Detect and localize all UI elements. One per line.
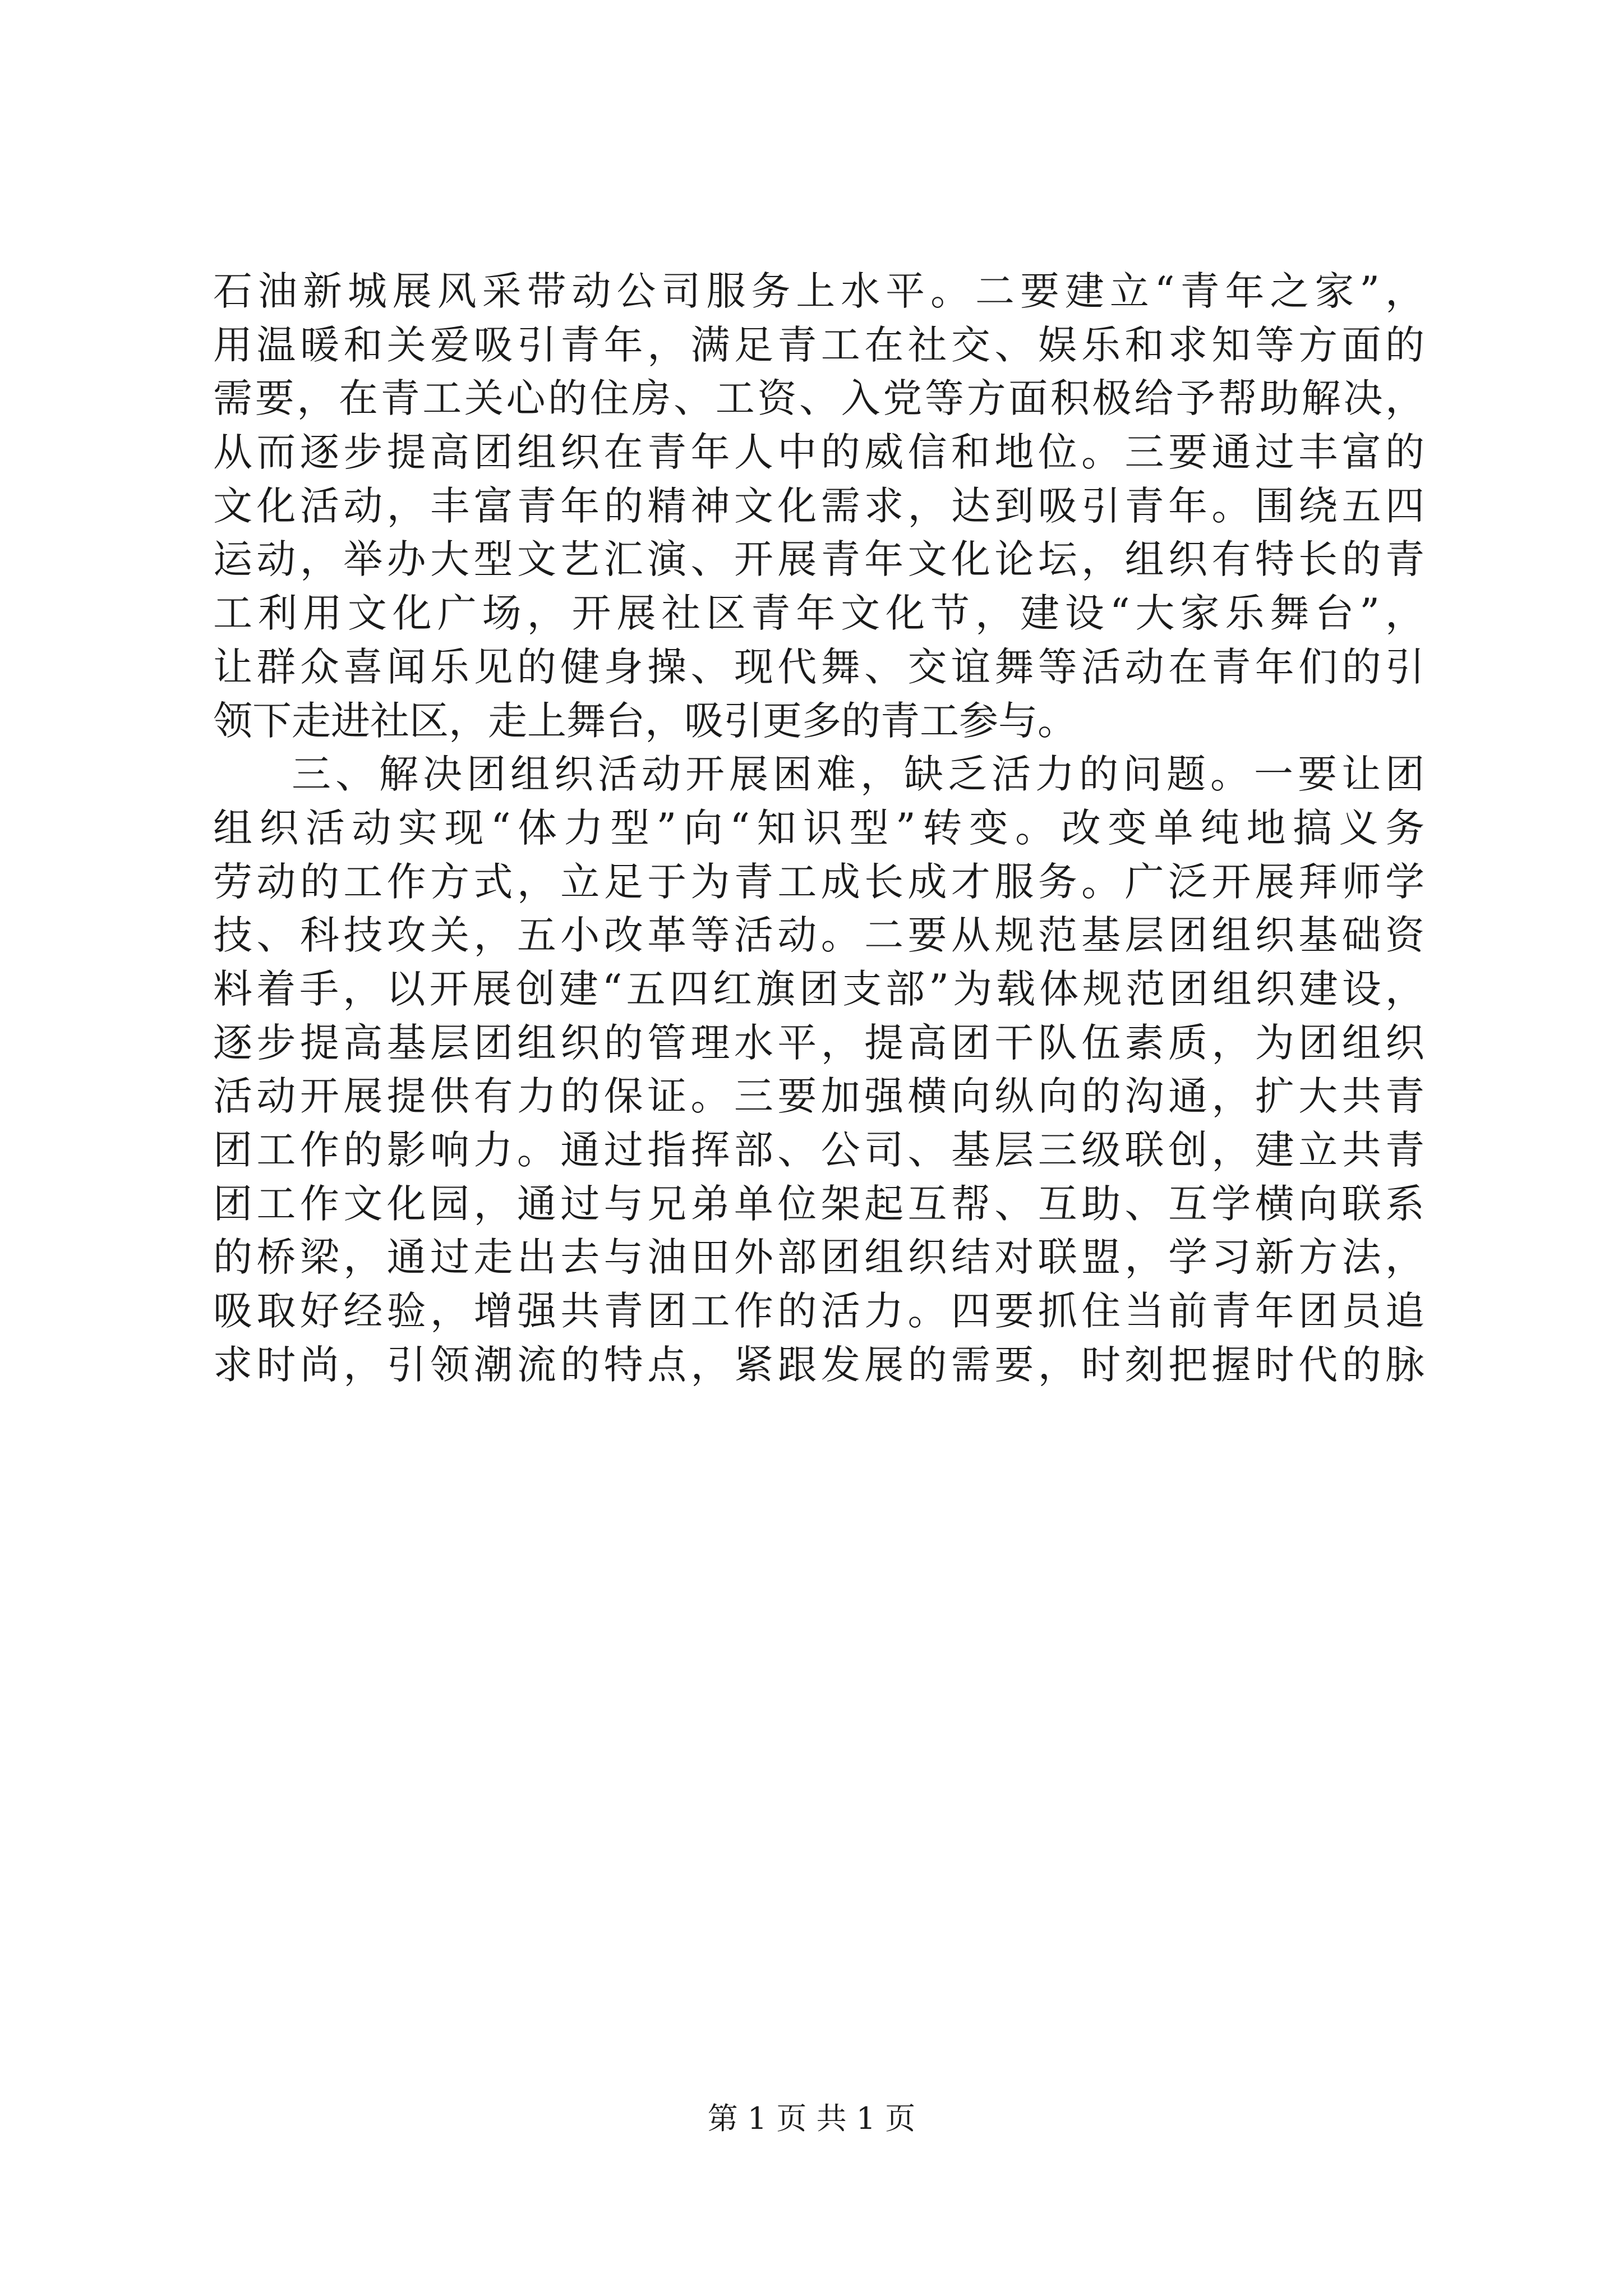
text-line: 需要，在青工关心的住房、工资、入党等方面积极给予帮助解决， (213, 375, 1424, 422)
text-line: 用温暖和关爱吸引青年，满足青工在社交、娱乐和求知等方面的 (213, 321, 1424, 368)
text-line: 技、科技攻关，五小改革等活动。二要从规范基层团组织基础资 (213, 912, 1424, 959)
page-footer: 第 1 页 共 1 页 (707, 2101, 916, 2136)
text-line: 领下走进社区，走上舞台，吸引更多的青工参与。 (213, 697, 1077, 744)
body-text (213, 265, 1424, 1392)
text-line: 活动开展提供有力的保证。三要加强横向纵向的沟通，扩大共青 (213, 1073, 1424, 1120)
text-line: 的桥梁，通过走出去与油田外部团组织结对联盟，学习新方法， (213, 1234, 1424, 1281)
text-line: 从而逐步提高团组织在青年人中的威信和地位。三要通过丰富的 (213, 429, 1424, 476)
text-line: 团工作文化园，通过与兄弟单位架起互帮、互助、互学横向联系 (213, 1180, 1424, 1227)
text-line: 料着手，以开展创建“五四红旗团支部”为载体规范团组织建设， (213, 965, 1424, 1012)
text-line: 求时尚，引领潮流的特点，紧跟发展的需要，时刻把握时代的脉 (213, 1341, 1424, 1388)
text-line: 石油新城展风采带动公司服务上水平。二要建立“青年之家”， (213, 268, 1424, 314)
section-heading-line: 三、解决团组织活动开展困难，缺乏活力的问题。一要让团 (292, 751, 1424, 798)
text-line: 让群众喜闻乐见的健身操、现代舞、交谊舞等活动在青年们的引 (213, 643, 1424, 690)
text-line: 吸取好经验，增强共青团工作的活力。四要抓住当前青年团员追 (213, 1288, 1424, 1335)
text-line: 逐步提高基层团组织的管理水平，提高团干队伍素质，为团组织 (213, 1019, 1424, 1066)
text-line: 团工作的影响力。通过指挥部、公司、基层三级联创，建立共青 (213, 1127, 1424, 1173)
text-line: 工利用文化广场，开展社区青年文化节，建设“大家乐舞台”， (213, 590, 1424, 637)
text-line: 运动，举办大型文艺汇演、开展青年文化论坛，组织有特长的青 (213, 536, 1424, 583)
text-line: 劳动的工作方式，立足于为青工成长成才服务。广泛开展拜师学 (213, 858, 1424, 905)
text-line: 组织活动实现“体力型”向“知识型”转变。改变单纯地搞义务 (213, 804, 1424, 851)
text-line: 文化活动，丰富青年的精神文化需求，达到吸引青年。围绕五四 (213, 482, 1424, 529)
